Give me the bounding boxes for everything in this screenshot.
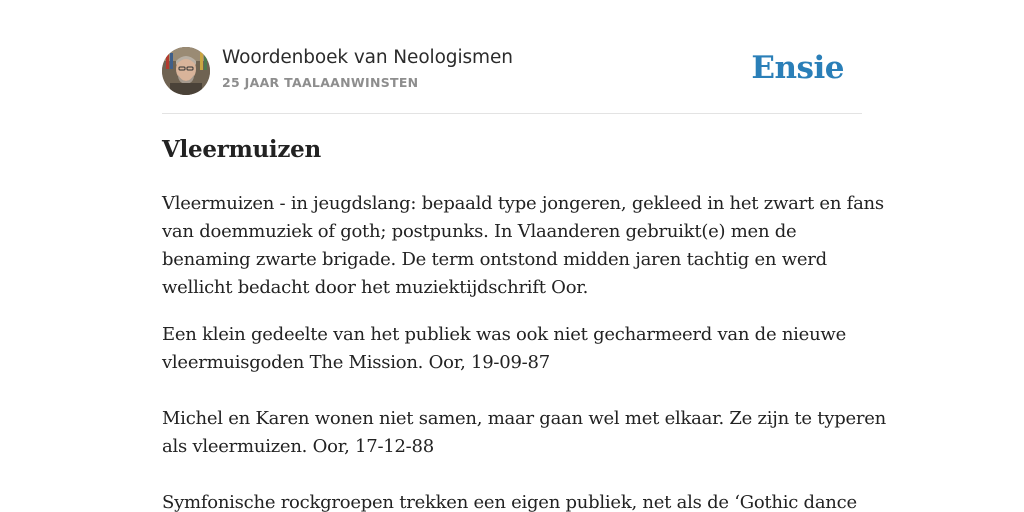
blog-subtitle: 25 JAAR TAALAANWINSTEN bbox=[222, 75, 419, 90]
quote-line: Michel en Karen wonen niet samen, maar gaan wel met elkaar. Ze zijn te typeren bbox=[162, 408, 886, 429]
page-title: Vleermuizen bbox=[162, 136, 321, 163]
quote-paragraph bbox=[162, 405, 886, 461]
quote-line: Een klein gedeelte van het publiek was ook niet gecharmeerd van de nieuwe bbox=[162, 324, 846, 345]
quote-line: vleermuisgoden The Mission. Oor, 19-09-87 bbox=[162, 352, 550, 373]
definition-line: van doemmuziek of goth; postpunks. In Vlaanderen gebruikt(e) men de bbox=[162, 221, 797, 242]
blog-title[interactable]: Woordenboek van Neologismen bbox=[222, 47, 513, 68]
quote-paragraph bbox=[162, 321, 870, 377]
definition-paragraph bbox=[162, 190, 884, 302]
author-avatar[interactable] bbox=[162, 47, 210, 95]
quote-paragraph bbox=[162, 489, 870, 512]
ensie-logo[interactable]: Ensie bbox=[751, 50, 844, 86]
blog-header bbox=[162, 46, 862, 114]
quotes-section bbox=[162, 321, 886, 512]
definition-line: benaming zwarte brigade. De term ontstond midden jaren tachtig en werd bbox=[162, 249, 827, 270]
quote-line: Symfonische rockgroepen trekken een eigen publiek, net als de ‘Gothic dance bbox=[162, 492, 857, 512]
definition-line: wellicht bedacht door het muziektijdschrift Oor. bbox=[162, 277, 589, 298]
definition-line: Vleermuizen - in jeugdslang: bepaald type jongeren, gekleed in het zwart en fans bbox=[162, 193, 884, 214]
quote-line: als vleermuizen. Oor, 17-12-88 bbox=[162, 436, 434, 457]
